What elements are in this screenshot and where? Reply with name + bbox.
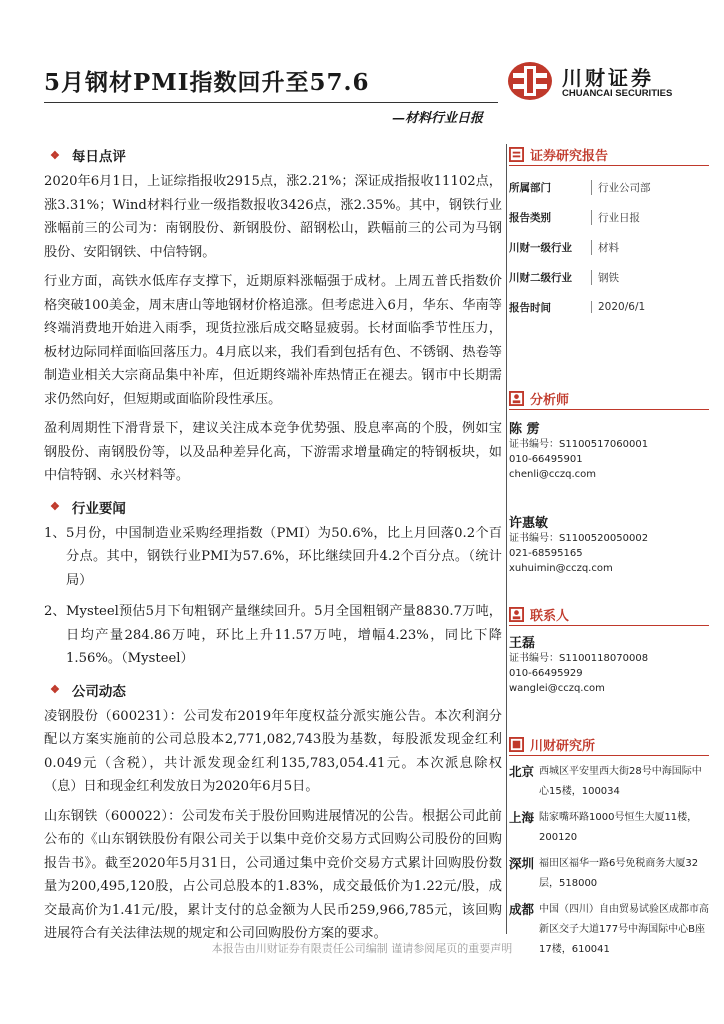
contact-card	[509, 632, 709, 696]
analyst-cert: 证书编号：S1100520050002	[509, 533, 649, 544]
logo-name: 川财证券	[562, 66, 654, 90]
contact-heading: 联系人	[509, 604, 709, 626]
chuancai-logo-icon	[506, 60, 554, 102]
sidebar	[509, 144, 709, 966]
page-title: 5月钢材PMI指数回升至57.6	[44, 69, 370, 96]
office-chengdu: 成都 中国（四川）自由贸易试验区成都市高新区交子大道177号中海国际中心B座17楼，610041	[509, 902, 709, 955]
report-info-heading: 证券研究报告	[509, 144, 709, 166]
main-content	[44, 144, 502, 952]
institute-heading: 川财研究所	[509, 734, 709, 756]
analyst-card	[509, 512, 709, 576]
office-shenzhen: 深圳 福田区福华一路6号免税商务大厦32层，518000	[509, 856, 699, 889]
contact-cert: 证书编号：S1100118070008	[509, 653, 649, 664]
report-icon	[509, 147, 524, 162]
analyst-email[interactable]: chenli@cczq.com	[509, 469, 597, 480]
footer-disclaimer: 本报告由川财证券有限责任公司编制 谨请参阅尾页的重要声明	[211, 942, 513, 955]
contact-email[interactable]: wanglei@cczq.com	[509, 683, 605, 694]
analyst-card	[509, 418, 709, 482]
analyst-phone: 021-68595165	[509, 548, 583, 559]
logo-english-name: CHUANCAI SECURITIES	[562, 88, 673, 99]
news-item: 2、 Mysteel预估5月下旬粗钢产量继续回升。5月全国粗钢产量8830.7万吨，日均产量284.86万吨，环比上升11.57万吨，增幅4.23%，同比下降1.56%。（Mysteel）	[44, 604, 502, 666]
contact-phone: 010-66495929	[509, 668, 583, 679]
contact-name: 王磊	[509, 636, 536, 651]
office-beijing: 北京 西城区平安里西大街28号中海国际中心15楼，100034	[509, 764, 702, 797]
meta-row: 报告类别 行业日报	[509, 211, 640, 224]
meta-row: 川财二级行业 钢铁	[509, 271, 619, 284]
report-subtitle: —材料行业日报	[392, 111, 484, 126]
diamond-bullet-icon: ❖	[50, 500, 60, 513]
analyst-name: 许惠敏	[509, 516, 549, 531]
review-paragraph: 盈利周期性下滑背景下，建议关注成本竞争优势强、股息率高的个股，例如宝钢股份、南钢股份等，以及品种差异化高，下游需求增量确定的特钢板块，如中信特钢、永兴材料等。	[44, 421, 502, 483]
contact-icon	[509, 607, 524, 622]
review-paragraph: 2020年6月1日，上证综指报收2915点，涨2.21%；深证成指报收11102点，涨3.31%；Wind材料行业一级指数报收3426点，涨2.35%。其中，钢铁行业涨幅前三的公司为：南钢股份、新钢股份、韶钢松山，跌幅前三的公司为马钢股份、安阳钢铁、中信特钢。	[44, 174, 502, 260]
meta-row: 所属部门 行业公司部	[509, 181, 651, 194]
analyst-phone: 010-66495901	[509, 454, 583, 465]
company-news-heading: ❖ 公司动态	[50, 683, 126, 700]
column-divider	[506, 144, 507, 934]
daily-review-heading: ❖ 每日点评	[50, 148, 126, 165]
company-paragraph: 凌钢股份（600231）：公司发布2019年年度权益分派实施公告。本次利润分配以方案实施前的公司总股本2,771,082,743股为基数，每股派发现金红利0.049元（含税），共计派发现金红利135,783,054.41元。本次派息除权（息）日和现金红利发放日为2020年6月5日。	[44, 708, 502, 794]
diamond-bullet-icon: ❖	[50, 148, 60, 162]
meta-row: 报告时间 2020/6/1	[509, 301, 646, 314]
header-divider	[44, 102, 498, 103]
analyst-email[interactable]: xuhuimin@cczq.com	[509, 563, 613, 574]
company-paragraph: 山东钢铁（600022）：公司发布关于股份回购进展情况的公告。根据公司此前公布的《山东钢铁股份有限公司关于以集中竞价交易方式回购公司股份的回购报告书》。截至2020年5月31日，公司通过集中竞价交易方式累计回购股份数量为200,495,120股，占公司总股本的1.83%，成交最低价为1.22元/股，成交最高价为1.41元/股，累计支付的总金额为人民币259,966,785元，该回购进展符合有关法律法规的规定和公司回购股份方案的要求。	[44, 808, 502, 941]
meta-row: 川财一级行业 材料	[509, 241, 619, 254]
analyst-name: 陈 雳	[509, 422, 540, 437]
analyst-heading: 分析师	[509, 388, 709, 410]
news-item: 1、 5月份，中国制造业采购经理指数（PMI）为50.6%，比上月回落0.2个百分点。其中，钢铁行业PMI为57.6%，环比继续回升4.2个百分点。（统计局）	[44, 525, 502, 588]
industry-news-heading: ❖ 行业要闻	[50, 500, 126, 517]
analyst-icon	[509, 391, 524, 406]
diamond-bullet-icon: ❖	[50, 683, 60, 696]
brand-logo	[506, 60, 706, 102]
report-header	[0, 0, 724, 130]
office-shanghai: 上海 陆家嘴环路1000号恒生大厦11楼，200120	[509, 810, 698, 843]
institute-icon	[509, 737, 524, 752]
review-paragraph: 行业方面，高铁水低库存支撑下，近期原料涨幅强于成材。上周五普氏指数价格突破100美金，周末唐山等地钢材价格追涨。但考虑进入6月，华东、华南等终端消费地开始进入雨季，现货拉涨后成交略显疲弱。长材面临季节性压力，板材边际同样面临回落压力。4月底以来，我们看到包括有色、不锈钢、热卷等制造业相关大宗商品集中补库，但近期终端补库热情正在褪去。钢市中长期需求仍然向好，但短期或面临阶段性承压。	[44, 274, 502, 407]
analyst-cert: 证书编号：S1100517060001	[509, 439, 649, 450]
